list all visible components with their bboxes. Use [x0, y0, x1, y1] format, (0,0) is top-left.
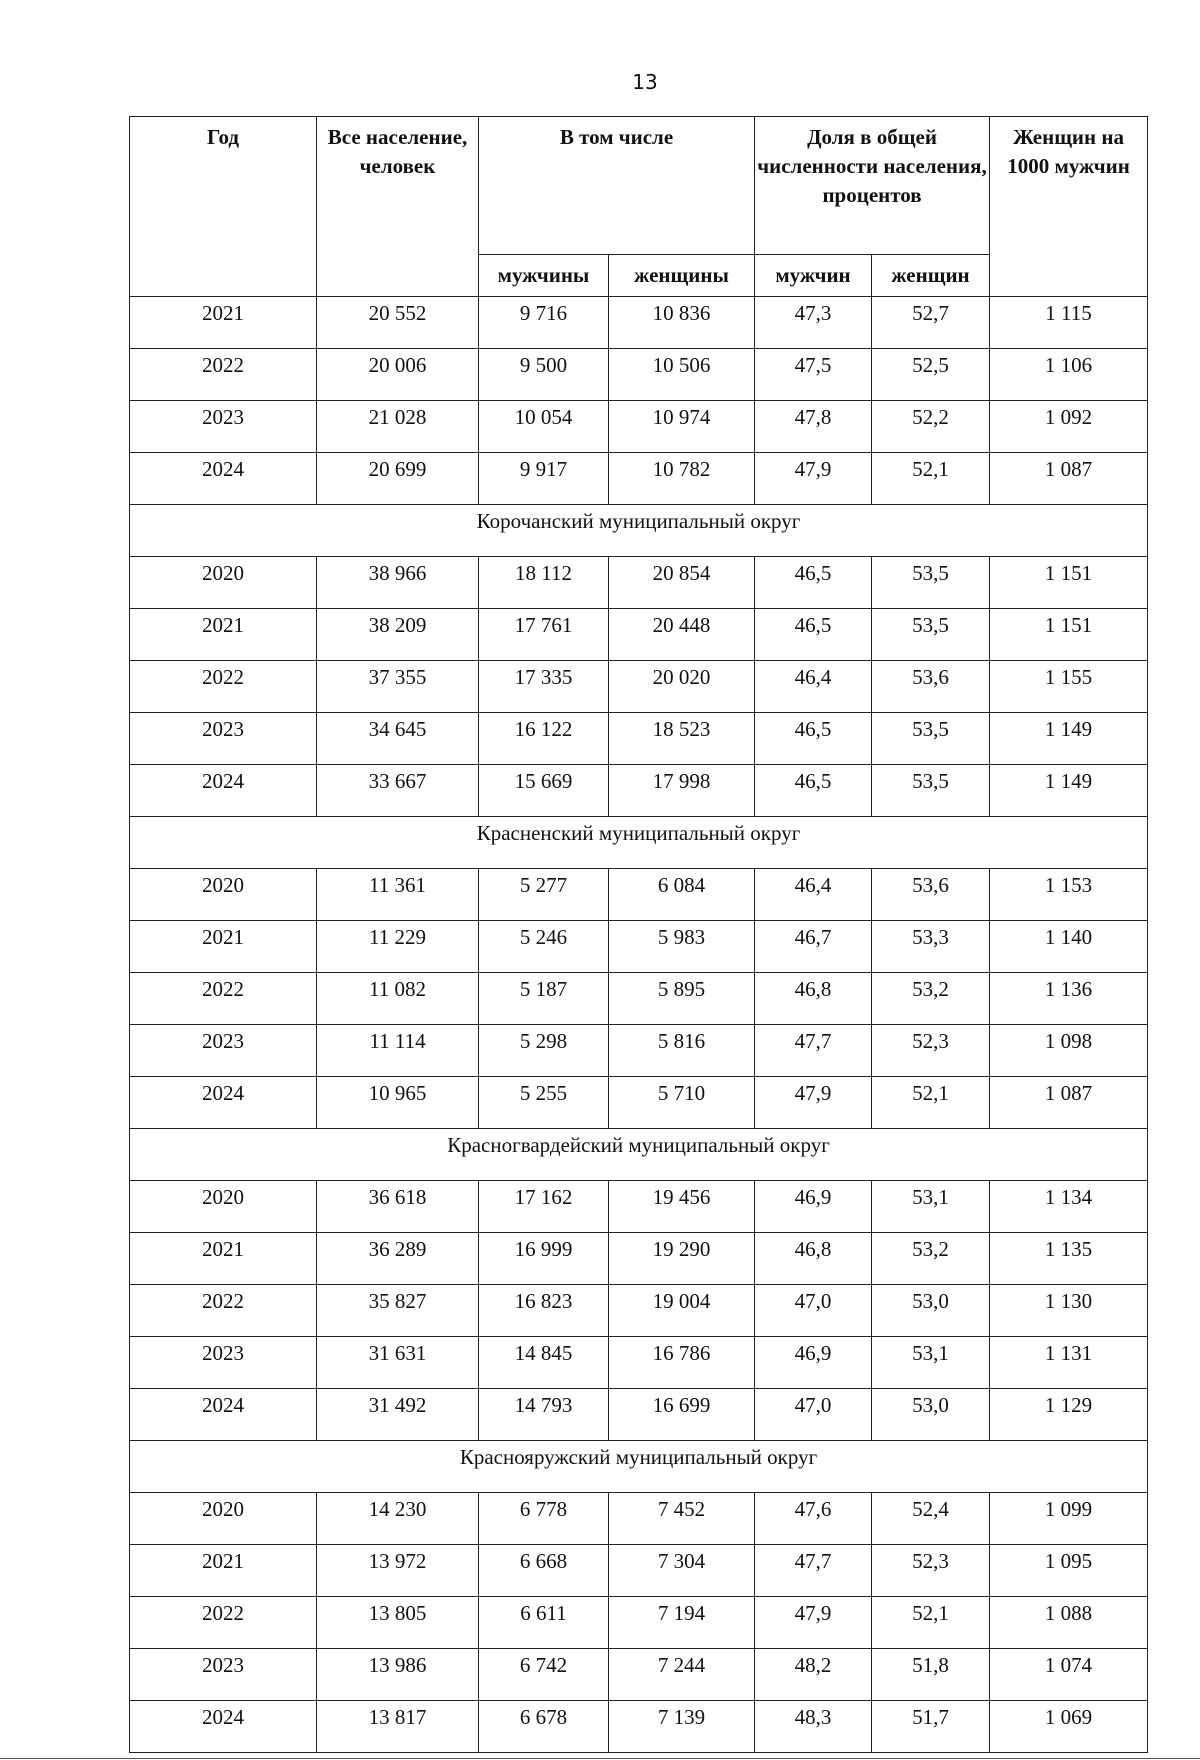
table-cell: 7 194: [609, 1597, 755, 1649]
table-cell: 10 965: [317, 1077, 479, 1129]
table-cell: 2022: [130, 349, 317, 401]
table-cell: 46,7: [755, 921, 872, 973]
section-title: Краснояружский муниципальный округ: [130, 1441, 1148, 1493]
table-cell: 20 020: [609, 661, 755, 713]
table-row: [130, 765, 1148, 817]
table-row: [130, 1545, 1148, 1597]
table-cell: 53,3: [872, 921, 990, 973]
table-cell: 47,9: [755, 1597, 872, 1649]
table-cell: 33 667: [317, 765, 479, 817]
table-cell: 52,1: [872, 1597, 990, 1649]
col-header-women-share: женщин: [872, 255, 990, 297]
table-cell: 2023: [130, 1649, 317, 1701]
col-header-including: В том числе: [479, 117, 755, 255]
table-cell: 53,5: [872, 557, 990, 609]
table-cell: 2020: [130, 1493, 317, 1545]
table-cell: 47,9: [755, 453, 872, 505]
table-cell: 5 710: [609, 1077, 755, 1129]
table-cell: 19 004: [609, 1285, 755, 1337]
table-row: [130, 609, 1148, 661]
table-cell: 2022: [130, 1597, 317, 1649]
table-cell: 53,5: [872, 765, 990, 817]
table-cell: 2020: [130, 557, 317, 609]
table-cell: 9 500: [479, 349, 609, 401]
table-cell: 1 149: [990, 765, 1148, 817]
table-row: [130, 1337, 1148, 1389]
table-cell: 17 335: [479, 661, 609, 713]
table-body: [130, 297, 1148, 1753]
table-cell: 20 006: [317, 349, 479, 401]
table-cell: 2022: [130, 1285, 317, 1337]
table-cell: 52,4: [872, 1493, 990, 1545]
table-cell: 21 028: [317, 401, 479, 453]
table-cell: 34 645: [317, 713, 479, 765]
table-row: [130, 297, 1148, 349]
table-cell: 36 289: [317, 1233, 479, 1285]
table-cell: 51,8: [872, 1649, 990, 1701]
table-cell: 46,4: [755, 869, 872, 921]
table-cell: 1 106: [990, 349, 1148, 401]
table-cell: 1 092: [990, 401, 1148, 453]
table-row: [130, 557, 1148, 609]
table-cell: 13 972: [317, 1545, 479, 1597]
table-cell: 5 246: [479, 921, 609, 973]
table-cell: 20 448: [609, 609, 755, 661]
table-cell: 13 817: [317, 1701, 479, 1753]
table-cell: 52,3: [872, 1545, 990, 1597]
table-cell: 46,5: [755, 765, 872, 817]
table-cell: 2021: [130, 1545, 317, 1597]
table-cell: 46,9: [755, 1337, 872, 1389]
table-cell: 35 827: [317, 1285, 479, 1337]
table-cell: 16 699: [609, 1389, 755, 1441]
table-cell: 53,1: [872, 1337, 990, 1389]
table-row: [130, 1233, 1148, 1285]
table-cell: 1 074: [990, 1649, 1148, 1701]
table-cell: 52,7: [872, 297, 990, 349]
table-cell: 1 088: [990, 1597, 1148, 1649]
table-cell: 47,7: [755, 1545, 872, 1597]
table-row: [130, 349, 1148, 401]
table-cell: 1 153: [990, 869, 1148, 921]
table-cell: 14 793: [479, 1389, 609, 1441]
table-row: [130, 921, 1148, 973]
table-cell: 15 669: [479, 765, 609, 817]
table-cell: 53,5: [872, 609, 990, 661]
table-cell: 1 149: [990, 713, 1148, 765]
table-cell: 53,0: [872, 1389, 990, 1441]
table-cell: 1 069: [990, 1701, 1148, 1753]
table-cell: 2024: [130, 1701, 317, 1753]
table-cell: 1 098: [990, 1025, 1148, 1077]
table-cell: 2023: [130, 713, 317, 765]
table-cell: 5 255: [479, 1077, 609, 1129]
table-cell: 10 054: [479, 401, 609, 453]
table-row: [130, 1077, 1148, 1129]
table-cell: 2021: [130, 297, 317, 349]
table-cell: 1 151: [990, 609, 1148, 661]
table-row: [130, 1493, 1148, 1545]
table-cell: 20 854: [609, 557, 755, 609]
table-cell: 10 836: [609, 297, 755, 349]
table-cell: 9 716: [479, 297, 609, 349]
table-cell: 10 506: [609, 349, 755, 401]
section-row: [130, 505, 1148, 557]
table-cell: 17 998: [609, 765, 755, 817]
table-cell: 11 114: [317, 1025, 479, 1077]
table-cell: 2021: [130, 1233, 317, 1285]
table-cell: 5 816: [609, 1025, 755, 1077]
table-row: [130, 1181, 1148, 1233]
table-cell: 6 668: [479, 1545, 609, 1597]
table-cell: 2022: [130, 973, 317, 1025]
table-cell: 46,5: [755, 609, 872, 661]
section-row: [130, 1129, 1148, 1181]
table-cell: 46,5: [755, 713, 872, 765]
table-cell: 16 122: [479, 713, 609, 765]
table-cell: 16 786: [609, 1337, 755, 1389]
section-title: Красненский муниципальный округ: [130, 817, 1148, 869]
table-cell: 18 523: [609, 713, 755, 765]
table-cell: 9 917: [479, 453, 609, 505]
table-cell: 19 456: [609, 1181, 755, 1233]
table-cell: 20 699: [317, 453, 479, 505]
col-header-share: Доля в общей численности населения, процентов: [755, 117, 990, 255]
table-cell: 17 761: [479, 609, 609, 661]
table-cell: 47,7: [755, 1025, 872, 1077]
bottom-rule: [0, 1758, 1200, 1759]
table-cell: 1 129: [990, 1389, 1148, 1441]
table-cell: 46,5: [755, 557, 872, 609]
col-header-women: женщины: [609, 255, 755, 297]
table-cell: 2024: [130, 453, 317, 505]
table-cell: 6 084: [609, 869, 755, 921]
table-cell: 46,8: [755, 1233, 872, 1285]
table-cell: 51,7: [872, 1701, 990, 1753]
table-cell: 52,2: [872, 401, 990, 453]
table-cell: 11 361: [317, 869, 479, 921]
table-cell: 7 304: [609, 1545, 755, 1597]
table-cell: 53,1: [872, 1181, 990, 1233]
table-cell: 10 974: [609, 401, 755, 453]
table-cell: 2023: [130, 1025, 317, 1077]
table-row: [130, 453, 1148, 505]
page-number: 13: [632, 70, 658, 94]
table-cell: 6 778: [479, 1493, 609, 1545]
table-cell: 47,6: [755, 1493, 872, 1545]
table-cell: 38 209: [317, 609, 479, 661]
table-cell: 13 986: [317, 1649, 479, 1701]
table-cell: 1 087: [990, 453, 1148, 505]
table-cell: 2021: [130, 921, 317, 973]
table-cell: 2022: [130, 661, 317, 713]
table-cell: 1 151: [990, 557, 1148, 609]
table-cell: 31 631: [317, 1337, 479, 1389]
table-cell: 6 611: [479, 1597, 609, 1649]
table-cell: 48,2: [755, 1649, 872, 1701]
table-cell: 5 187: [479, 973, 609, 1025]
table-cell: 7 139: [609, 1701, 755, 1753]
col-header-year: Год: [130, 117, 317, 297]
table-cell: 2024: [130, 1077, 317, 1129]
table-cell: 2020: [130, 1181, 317, 1233]
table-cell: 6 678: [479, 1701, 609, 1753]
table-cell: 37 355: [317, 661, 479, 713]
table-cell: 47,5: [755, 349, 872, 401]
table-cell: 47,3: [755, 297, 872, 349]
table-cell: 46,8: [755, 973, 872, 1025]
col-header-men: мужчины: [479, 255, 609, 297]
table-cell: 38 966: [317, 557, 479, 609]
table-cell: 53,0: [872, 1285, 990, 1337]
table-cell: 2023: [130, 401, 317, 453]
table-cell: 53,6: [872, 869, 990, 921]
table-cell: 5 983: [609, 921, 755, 973]
table-cell: 1 087: [990, 1077, 1148, 1129]
table-row: [130, 1285, 1148, 1337]
table-cell: 5 277: [479, 869, 609, 921]
table-cell: 47,0: [755, 1389, 872, 1441]
table-cell: 52,1: [872, 453, 990, 505]
section-title: Корочанский муниципальный округ: [130, 505, 1148, 557]
table-cell: 47,8: [755, 401, 872, 453]
table-row: [130, 1025, 1148, 1077]
table-cell: 6 742: [479, 1649, 609, 1701]
table-cell: 5 298: [479, 1025, 609, 1077]
table-cell: 2024: [130, 1389, 317, 1441]
table-cell: 53,2: [872, 1233, 990, 1285]
table-cell: 52,3: [872, 1025, 990, 1077]
table-row: [130, 869, 1148, 921]
table-cell: 18 112: [479, 557, 609, 609]
table-cell: 1 134: [990, 1181, 1148, 1233]
table-cell: 47,0: [755, 1285, 872, 1337]
table-cell: 5 895: [609, 973, 755, 1025]
table-cell: 14 845: [479, 1337, 609, 1389]
table-cell: 1 115: [990, 297, 1148, 349]
table-cell: 16 823: [479, 1285, 609, 1337]
table-cell: 7 244: [609, 1649, 755, 1701]
table-cell: 20 552: [317, 297, 479, 349]
table-cell: 11 229: [317, 921, 479, 973]
table-cell: 53,2: [872, 973, 990, 1025]
table-row: [130, 713, 1148, 765]
table-row: [130, 1597, 1148, 1649]
population-table: [129, 116, 1148, 1753]
section-row: [130, 1441, 1148, 1493]
table-cell: 46,9: [755, 1181, 872, 1233]
table-row: [130, 661, 1148, 713]
table-row: [130, 401, 1148, 453]
table-cell: 53,6: [872, 661, 990, 713]
table-cell: 1 131: [990, 1337, 1148, 1389]
col-header-total: Все население, человек: [317, 117, 479, 297]
col-header-men-share: мужчин: [755, 255, 872, 297]
table-row: [130, 1389, 1148, 1441]
table-cell: 1 095: [990, 1545, 1148, 1597]
table-cell: 36 618: [317, 1181, 479, 1233]
table-cell: 48,3: [755, 1701, 872, 1753]
section-row: [130, 817, 1148, 869]
table-cell: 7 452: [609, 1493, 755, 1545]
table-cell: 11 082: [317, 973, 479, 1025]
table-cell: 14 230: [317, 1493, 479, 1545]
table-row: [130, 973, 1148, 1025]
col-header-women-per-1000: Женщин на 1000 мужчин: [990, 117, 1148, 297]
table-cell: 19 290: [609, 1233, 755, 1285]
table-cell: 16 999: [479, 1233, 609, 1285]
table-cell: 46,4: [755, 661, 872, 713]
table-cell: 10 782: [609, 453, 755, 505]
table-cell: 17 162: [479, 1181, 609, 1233]
table-cell: 53,5: [872, 713, 990, 765]
table-cell: 2024: [130, 765, 317, 817]
table-cell: 1 136: [990, 973, 1148, 1025]
table-cell: 13 805: [317, 1597, 479, 1649]
section-title: Красногвардейский муниципальный округ: [130, 1129, 1148, 1181]
table-cell: 1 135: [990, 1233, 1148, 1285]
table-cell: 52,1: [872, 1077, 990, 1129]
table-row: [130, 1649, 1148, 1701]
table-cell: 47,9: [755, 1077, 872, 1129]
table-cell: 2023: [130, 1337, 317, 1389]
table-cell: 1 130: [990, 1285, 1148, 1337]
table-cell: 1 155: [990, 661, 1148, 713]
table-cell: 52,5: [872, 349, 990, 401]
table-cell: 1 099: [990, 1493, 1148, 1545]
table-cell: 2020: [130, 869, 317, 921]
table-row: [130, 1701, 1148, 1753]
table-cell: 31 492: [317, 1389, 479, 1441]
table-cell: 1 140: [990, 921, 1148, 973]
table-cell: 2021: [130, 609, 317, 661]
